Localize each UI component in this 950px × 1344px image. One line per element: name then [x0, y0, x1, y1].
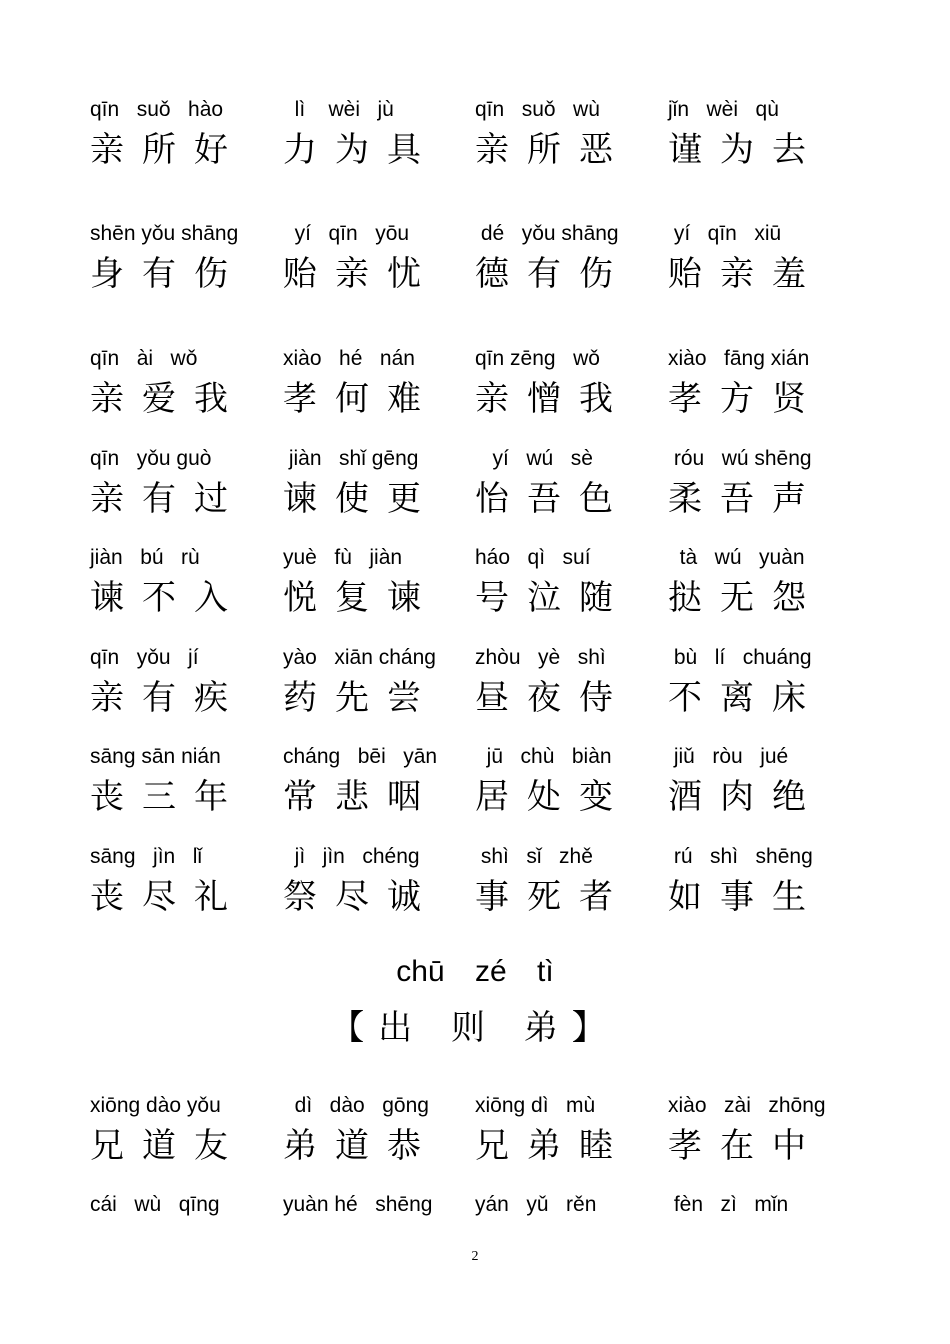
hanzi-group: 谏不入 — [90, 578, 246, 618]
page-number: 2 — [471, 1249, 479, 1264]
pinyin-group: jǐn wèi qù — [668, 98, 779, 121]
hanzi-group: 药先尝 — [283, 678, 439, 718]
pinyin-group: yí qīn yōu — [283, 222, 410, 245]
hanzi-group: 谨为去 — [668, 130, 824, 170]
pinyin-group: cái wù qīng — [90, 1193, 220, 1216]
pinyin-group: sāng sān nián — [90, 745, 221, 768]
pinyin-group: yào xiān cháng — [283, 646, 436, 669]
hanzi-group: 弟道恭 — [283, 1126, 439, 1166]
pinyin-group: zhòu yè shì — [475, 646, 606, 669]
hanzi-group: 亲有疾 — [90, 678, 246, 718]
hanzi-group: 孝方贤 — [668, 379, 824, 419]
hanzi-group: 柔吾声 — [668, 479, 824, 519]
pinyin-group: shì sǐ zhě — [475, 845, 593, 868]
pinyin-group: yuàn hé shēng — [283, 1193, 433, 1216]
pinyin-group: lì wèi jù — [283, 98, 394, 121]
pinyin-group: xiào zài zhōng — [668, 1094, 826, 1117]
hanzi-group: 丧尽礼 — [90, 877, 246, 917]
hanzi-group: 号泣随 — [475, 578, 631, 618]
hanzi-group: 挞无怨 — [668, 578, 824, 618]
hanzi-group: 兄道友 — [90, 1126, 246, 1166]
pinyin-group: jū chù biàn — [475, 745, 612, 768]
pinyin-group: xiōng dào yǒu — [90, 1094, 221, 1117]
pinyin-group: jiàn shǐ gēng — [283, 447, 419, 470]
pinyin-group: yí qīn xiū — [668, 222, 782, 245]
pinyin-group: fèn zì mǐn — [668, 1193, 789, 1216]
pinyin-group: cháng bēi yān — [283, 745, 438, 768]
pinyin-group: yí wú sè — [475, 447, 593, 470]
pinyin-group: qīn ài wǒ — [90, 347, 198, 370]
section-pinyin: chū zé tì — [396, 955, 554, 988]
pinyin-group: rú shì shēng — [668, 845, 813, 868]
hanzi-group: 兄弟睦 — [475, 1126, 631, 1166]
pinyin-group: róu wú shēng — [668, 447, 812, 470]
hanzi-group: 事死者 — [475, 877, 631, 917]
hanzi-group: 贻亲羞 — [668, 254, 824, 294]
hanzi-group: 居处变 — [475, 777, 631, 817]
pinyin-group: qīn yǒu jí — [90, 646, 199, 669]
hanzi-group: 孝在中 — [668, 1126, 824, 1166]
hanzi-group: 常悲咽 — [283, 777, 439, 817]
hanzi-group: 贻亲忧 — [283, 254, 439, 294]
hanzi-group: 亲所恶 — [475, 130, 631, 170]
hanzi-group: 亲有过 — [90, 479, 246, 519]
hanzi-group: 昼夜侍 — [475, 678, 631, 718]
pinyin-group: jiàn bú rù — [90, 546, 200, 569]
hanzi-group: 不离床 — [668, 678, 824, 718]
pinyin-group: yuè fù jiàn — [283, 546, 403, 569]
hanzi-group: 如事生 — [668, 877, 824, 917]
pinyin-group: shēn yǒu shāng — [90, 222, 239, 245]
pinyin-group: qīn zēng wǒ — [475, 347, 600, 370]
pinyin-group: qīn suǒ hào — [90, 98, 224, 121]
pinyin-group: háo qì suí — [475, 546, 591, 569]
pinyin-group: jiǔ ròu jué — [668, 745, 789, 768]
pinyin-group: sāng jìn lǐ — [90, 845, 203, 868]
hanzi-group: 德有伤 — [475, 254, 631, 294]
pinyin-group: bù lí chuáng — [668, 646, 812, 669]
pinyin-group: xiōng dì mù — [475, 1094, 596, 1117]
hanzi-group: 悦复谏 — [283, 578, 439, 618]
pinyin-group: qīn suǒ wù — [475, 98, 600, 121]
hanzi-group: 亲爱我 — [90, 379, 246, 419]
hanzi-group: 身有伤 — [90, 254, 246, 294]
pinyin-group: xiào fāng xián — [668, 347, 810, 370]
pinyin-group: tà wú yuàn — [668, 546, 805, 569]
section-title: 【出 则 弟】 — [330, 1008, 620, 1048]
pinyin-group: dì dào gōng — [283, 1094, 429, 1117]
pinyin-group: qīn yǒu guò — [90, 447, 212, 470]
hanzi-group: 祭尽诚 — [283, 877, 439, 917]
pinyin-group: xiào hé nán — [283, 347, 415, 370]
hanzi-group: 谏使更 — [283, 479, 439, 519]
hanzi-group: 孝何难 — [283, 379, 439, 419]
pinyin-group: jì jìn chéng — [283, 845, 420, 868]
pinyin-group: dé yǒu shāng — [475, 222, 619, 245]
hanzi-group: 丧三年 — [90, 777, 246, 817]
hanzi-group: 力为具 — [283, 130, 439, 170]
pinyin-group: yán yǔ rěn — [475, 1193, 597, 1216]
hanzi-group: 怡吾色 — [475, 479, 631, 519]
hanzi-group: 酒肉绝 — [668, 777, 824, 817]
hanzi-group: 亲憎我 — [475, 379, 631, 419]
hanzi-group: 亲所好 — [90, 130, 246, 170]
